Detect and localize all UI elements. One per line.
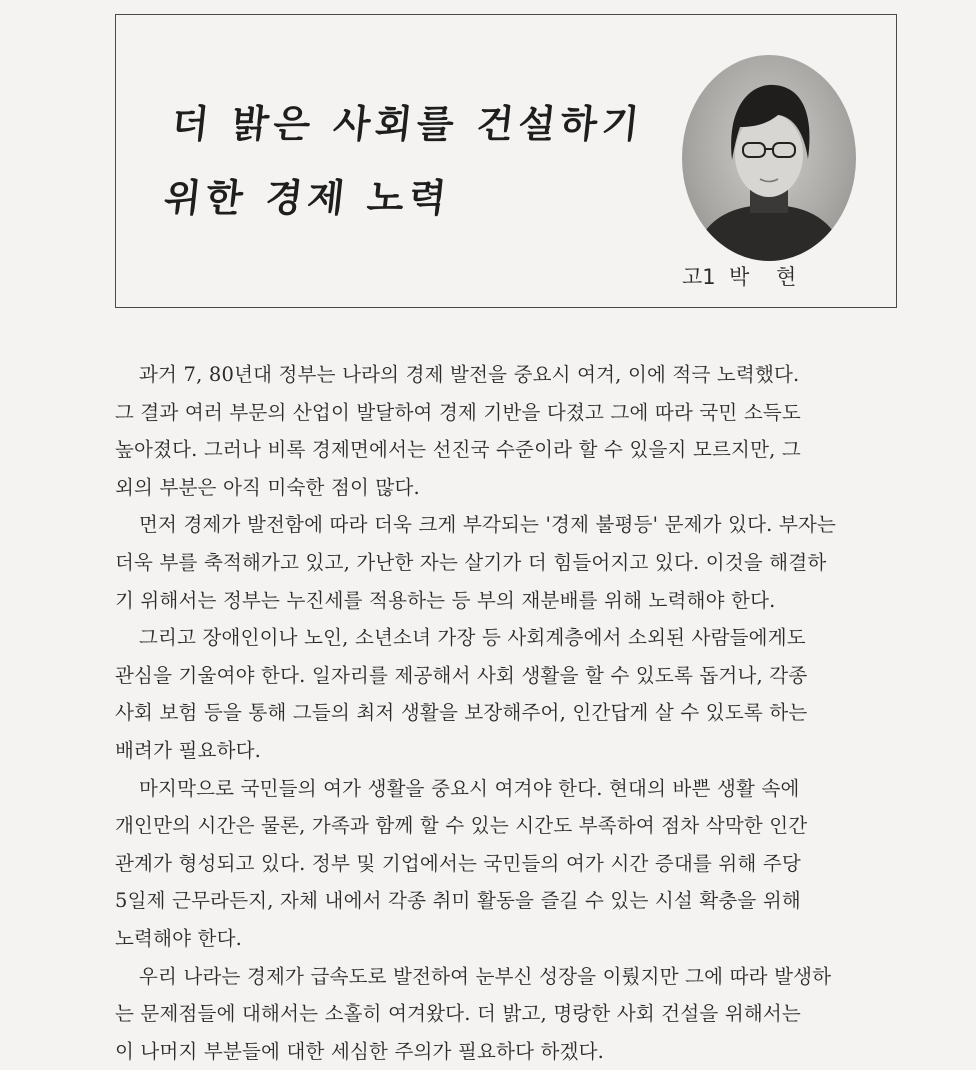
paragraph-4 [115,770,905,958]
paragraph-1 [115,356,905,506]
title-line-2: 위한 경제 노력 [160,161,640,235]
text-line: 노력해야 한다. [115,920,905,958]
text-line: 먼저 경제가 발전함에 따라 더욱 크게 부각되는 '경제 불평등' 문제가 있다. 부자는 [115,506,905,544]
text-line: 마지막으로 국민들의 여가 생활을 중요시 여겨야 한다. 현대의 바쁜 생활 속에 [115,770,905,808]
text-line: 더욱 부를 축적해가고 있고, 가난한 자는 살기가 더 힘들어지고 있다. 이것을 해결하 [115,544,905,582]
text-line: 관계가 형성되고 있다. 정부 및 기업에서는 국민들의 여가 시간 증대를 위해 주당 [115,845,905,883]
essay-title [160,87,647,235]
text-line: 외의 부분은 아직 미숙한 점이 많다. [115,469,905,507]
text-line: 우리 나라는 경제가 급속도로 발전하여 눈부신 성장을 이뤘지만 그에 따라 발생하 [115,958,905,996]
text-line: 과거 7, 80년대 정부는 나라의 경제 발전을 중요시 여겨, 이에 적극 노력했다. [115,356,905,394]
title-line-1: 더 밝은 사회를 건설하기 [168,87,648,161]
text-line: 배려가 필요하다. [115,732,905,770]
text-line: 그리고 장애인이나 노인, 소년소녀 가장 등 사회계층에서 소외된 사람들에게도 [115,619,905,657]
text-line: 는 문제점들에 대해서는 소홀히 여겨왔다. 더 밝고, 명랑한 사회 건설을 위해서는 [115,995,905,1033]
author-name: 고1 박 현 [682,261,856,291]
author-photo [682,55,856,261]
text-line: 5일제 근무라든지, 자체 내에서 각종 취미 활동을 즐길 수 있는 시설 확충을 위해 [115,882,905,920]
paragraph-3 [115,619,905,769]
text-line: 이 나머지 부분들에 대한 세심한 주의가 필요하다 하겠다. [115,1033,905,1070]
text-line: 개인만의 시간은 물론, 가족과 함께 할 수 있는 시간도 부족하여 점차 삭막한 인간 [115,807,905,845]
text-line: 기 위해서는 정부는 누진세를 적용하는 등 부의 재분배를 위해 노력해야 한다. [115,582,905,620]
text-line: 사회 보험 등을 통해 그들의 최저 생활을 보장해주어, 인간답게 살 수 있도록 하는 [115,694,905,732]
paragraph-5 [115,958,905,1070]
text-line: 관심을 기울여야 한다. 일자리를 제공해서 사회 생활을 할 수 있도록 돕거나, 각종 [115,657,905,695]
title-box [115,14,897,308]
text-line: 높아졌다. 그러나 비록 경제면에서는 선진국 수준이라 할 수 있을지 모르지만, 그 [115,431,905,469]
paragraph-2 [115,506,905,619]
essay-body [115,356,905,1070]
text-line: 그 결과 여러 부문의 산업이 발달하여 경제 기반을 다졌고 그에 따라 국민 소득도 [115,394,905,432]
